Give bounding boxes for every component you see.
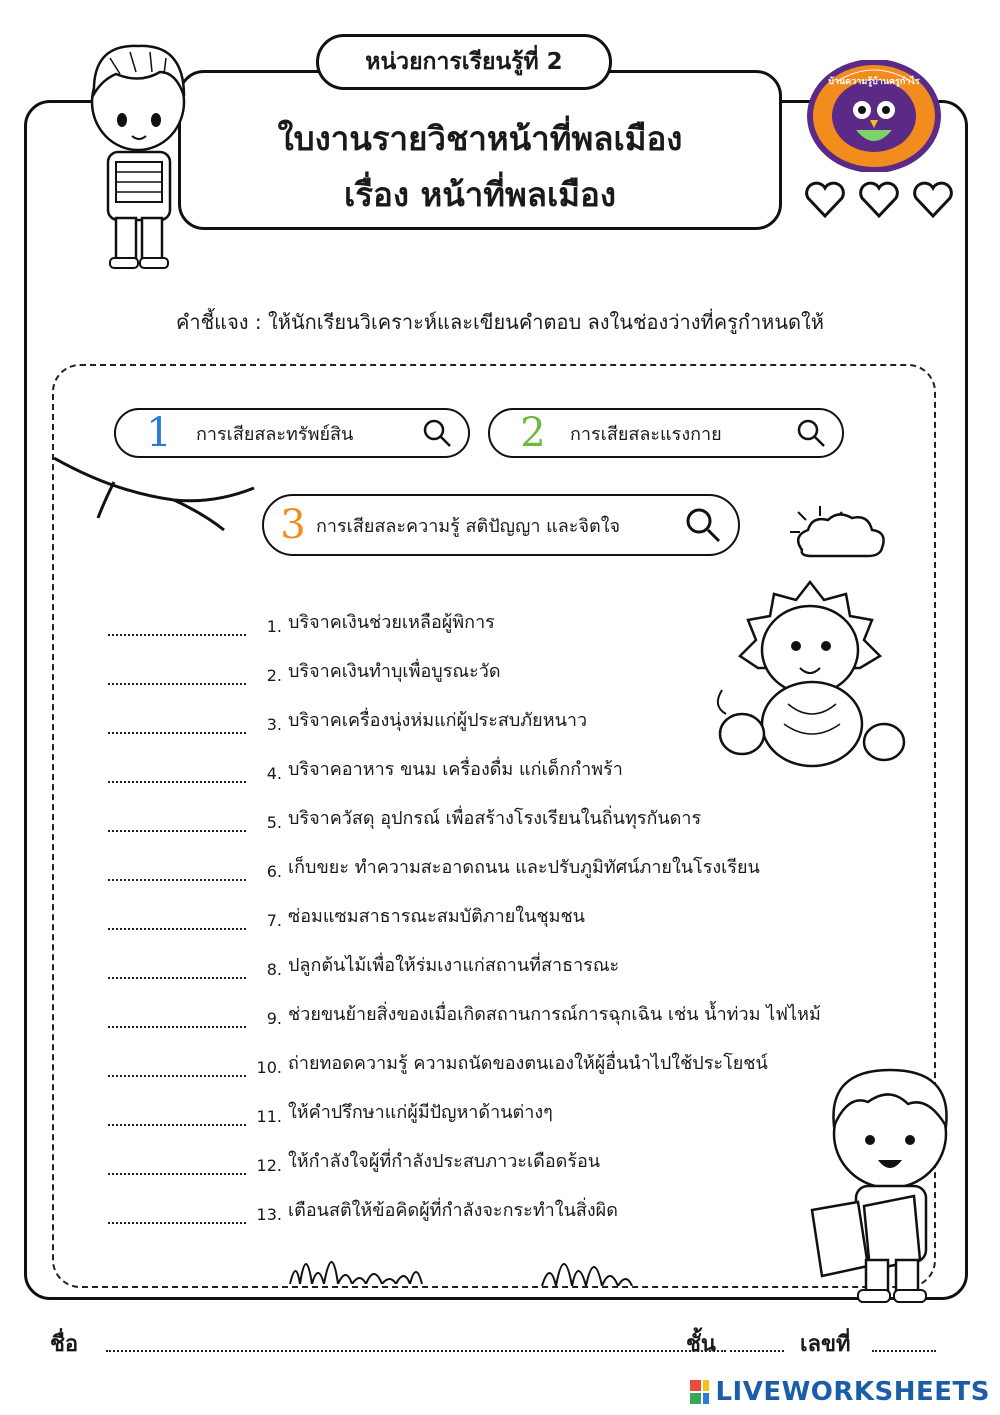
question-text: ซ่อมแซมสาธารณะสมบัติภายในชุมชน xyxy=(288,906,585,927)
hearts-row xyxy=(804,180,954,222)
question-item xyxy=(108,939,928,979)
question-number: 5. xyxy=(266,813,282,832)
heart-icon xyxy=(858,180,900,220)
grass-illustration xyxy=(286,1238,436,1284)
question-number: 6. xyxy=(266,862,282,881)
question-number: 12. xyxy=(256,1156,282,1175)
answer-blank[interactable] xyxy=(108,661,246,685)
question-item xyxy=(108,841,928,881)
question-number: 13. xyxy=(256,1205,282,1224)
answer-blank[interactable] xyxy=(108,955,246,979)
question-item xyxy=(108,1086,928,1126)
liveworksheets-brand xyxy=(690,1372,990,1412)
question-item xyxy=(108,1135,928,1175)
question-item xyxy=(108,743,928,783)
page-title: ใบงานรายวิชาหน้าที่พลเมือง xyxy=(277,119,683,158)
heart-icon xyxy=(912,180,954,220)
question-text: ให้กำลังใจผู้ที่กำลังประสบภาวะเดือดร้อน xyxy=(288,1151,601,1172)
grass-illustration xyxy=(538,1240,638,1286)
search-icon xyxy=(422,418,452,448)
class-label: ชั้น xyxy=(686,1332,716,1357)
question-text: บริจาคเงินช่วยเหลือผู้พิการ xyxy=(288,612,495,633)
question-text: เก็บขยะ ทำความสะอาดถนน และปรับภูมิทัศน์ภายในโรงเรียน xyxy=(288,857,760,878)
answer-blank[interactable] xyxy=(108,1004,246,1028)
question-text: ถ่ายทอดความรู้ ความถนัดของตนเองให้ผู้อื่นนำไปใช้ประโยชน์ xyxy=(288,1053,768,1074)
question-text: ให้คำปรึกษาแก่ผู้มีปัญหาด้านต่างๆ xyxy=(288,1102,553,1123)
question-item xyxy=(108,988,928,1028)
number-input[interactable] xyxy=(872,1326,936,1352)
category-number: 1 xyxy=(146,410,172,456)
question-number: 8. xyxy=(266,960,282,979)
category-label: การเสียสละแรงกาย xyxy=(570,423,722,445)
name-input[interactable] xyxy=(106,1326,726,1352)
question-text: บริจาคเงินทำบุเพื่อบูรณะวัด xyxy=(288,661,501,682)
answer-blank[interactable] xyxy=(108,612,246,636)
answer-blank[interactable] xyxy=(108,808,246,832)
logo-text: บ้านความรู้บ้านครูกำไร xyxy=(828,77,920,87)
category-3 xyxy=(262,494,740,556)
question-number: 9. xyxy=(266,1009,282,1028)
question-text: เตือนสติให้ข้อคิดผู้ที่กำลังจะกระทำในสิ่งผิด xyxy=(288,1200,618,1221)
category-number: 3 xyxy=(280,502,306,548)
answer-blank[interactable] xyxy=(108,1200,246,1224)
search-icon xyxy=(796,418,826,448)
boy-illustration xyxy=(80,22,200,272)
question-item xyxy=(108,792,928,832)
category-number: 2 xyxy=(520,410,546,456)
question-number: 10. xyxy=(256,1058,282,1077)
question-number: 7. xyxy=(266,911,282,930)
category-label: การเสียสละความรู้ สติปัญญา และจิตใจ xyxy=(316,515,621,537)
question-item xyxy=(108,645,928,685)
school-logo xyxy=(806,60,942,172)
page-subtitle: เรื่อง หน้าที่พลเมือง xyxy=(344,175,616,214)
question-number: 4. xyxy=(266,764,282,783)
answer-blank[interactable] xyxy=(108,1151,246,1175)
question-number: 3. xyxy=(266,715,282,734)
name-label: ชื่อ xyxy=(50,1332,79,1357)
question-item xyxy=(108,596,928,636)
category-label: การเสียสละทรัพย์สิน xyxy=(196,423,354,445)
category-2 xyxy=(488,408,844,458)
answer-blank[interactable] xyxy=(108,759,246,783)
question-item xyxy=(108,1184,928,1224)
question-text: บริจาคอาหาร ขนม เครื่องดื่ม แก่เด็กกำพร้า xyxy=(288,759,623,780)
question-number: 2. xyxy=(266,666,282,685)
cloud-icon xyxy=(772,486,894,562)
number-label: เลขที่ xyxy=(800,1332,851,1357)
search-icon xyxy=(684,506,722,544)
answer-blank[interactable] xyxy=(108,1102,246,1126)
unit-pill xyxy=(316,34,612,90)
question-item xyxy=(108,1037,928,1077)
question-number: 11. xyxy=(256,1107,282,1126)
answer-blank[interactable] xyxy=(108,857,246,881)
question-item xyxy=(108,890,928,930)
student-info-row xyxy=(50,1322,940,1362)
category-1 xyxy=(114,408,470,458)
question-text: บริจาควัสดุ อุปกรณ์ เพื่อสร้างโรงเรียนในถิ่นทุรกันดาร xyxy=(288,808,702,829)
branch-illustration xyxy=(54,452,259,534)
class-input[interactable] xyxy=(730,1326,784,1352)
answer-blank[interactable] xyxy=(108,906,246,930)
question-text: ช่วยขนย้ายสิ่งของเมื่อเกิดสถานการณ์การฉุกเฉิน เช่น น้ำท่วม ไฟไหม้ xyxy=(288,1004,821,1025)
question-number: 1. xyxy=(266,617,282,636)
unit-label: หน่วยการเรียนรู้ที่ 2 xyxy=(365,49,563,75)
question-item xyxy=(108,694,928,734)
reading-boy-illustration xyxy=(808,1056,968,1306)
instruction: คำชี้แจง : ให้นักเรียนวิเคราะห์และเขียนคำตอบ ลงในช่องว่างที่ครูกำหนดให้ xyxy=(176,310,824,334)
liveworksheets-text: LIVEWORKSHEETS xyxy=(715,1377,990,1407)
question-text: ปลูกต้นไม้เพื่อให้ร่มเงาแก่สถานที่สาธารณะ xyxy=(288,955,620,976)
answer-blank[interactable] xyxy=(108,1053,246,1077)
answer-blank[interactable] xyxy=(108,710,246,734)
question-text: บริจาคเครื่องนุ่งห่มแก่ผู้ประสบภัยหนาว xyxy=(288,710,588,731)
liveworksheets-logo-icon xyxy=(690,1380,709,1404)
heart-icon xyxy=(804,180,846,220)
